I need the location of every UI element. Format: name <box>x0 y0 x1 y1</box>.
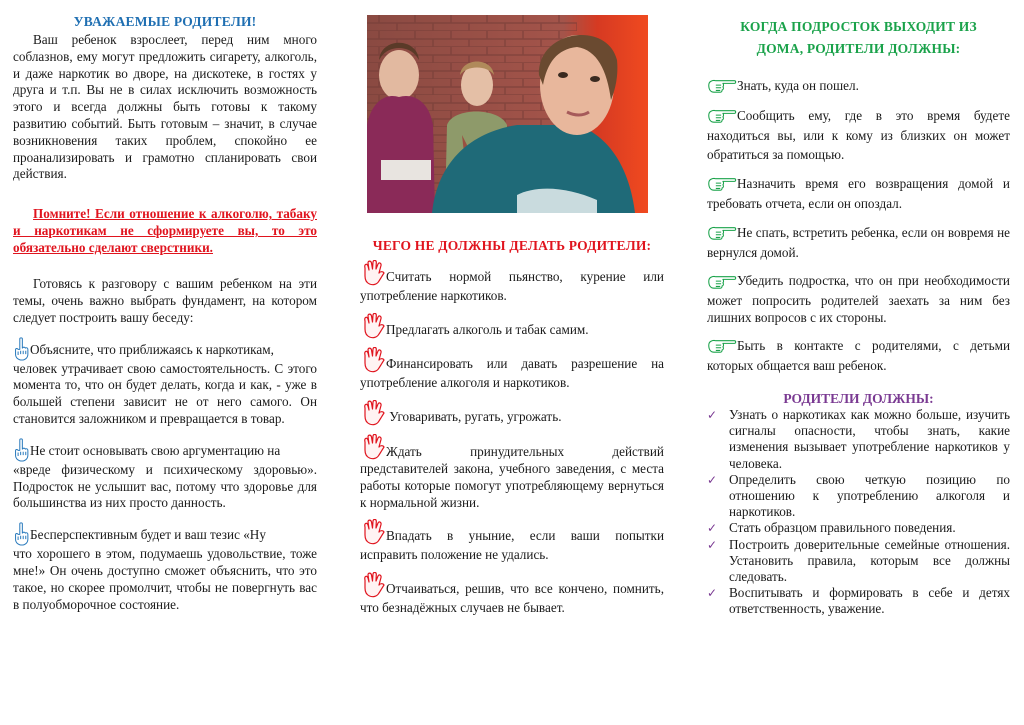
pointing-right-hand-icon <box>707 174 737 194</box>
advice-item-first-line: Объясните, что приближаясь к наркотикам, <box>30 341 274 357</box>
checkmark-icon: ✓ <box>707 408 718 422</box>
pointing-right-hand-icon <box>707 272 737 292</box>
advice-item-first-line: Не стоит основывать свою аргументацию на <box>30 442 281 458</box>
dont-item-text: Считать нормой пьянство, курение или употребление наркотиков. <box>360 269 664 303</box>
dont-item <box>360 347 664 392</box>
must-item <box>707 223 1010 262</box>
checklist-item-text: Определить свою четкую позицию по отношению к употреблению алкоголя и наркотиков. <box>729 471 1010 520</box>
checklist-item <box>707 585 1010 617</box>
must-item-text: Не спать, встретить ребенка, если он вовремя не вернулся домой. <box>707 225 1010 260</box>
middle-column <box>360 238 664 617</box>
parents-must-checklist <box>707 407 1010 618</box>
must-item-text: Быть в контакте с родителями, с детьми которых общается ваш ребенок. <box>707 338 1010 373</box>
pointing-up-hand-icon <box>13 522 30 546</box>
when-leaving-title-line1: КОГДА ПОДРОСТОК ВЫХОДИТ ИЗ <box>740 19 977 34</box>
stop-hand-icon <box>360 572 386 598</box>
preface-paragraph: Готовясь к разговору с вашим ребенком на эти темы, очень важно выбрать фундамент, на котором следует построить вашу беседу: <box>13 276 317 325</box>
dont-title: ЧЕГО НЕ ДОЛЖНЫ ДЕЛАТЬ РОДИТЕЛИ: <box>372 238 652 253</box>
dont-item-text: Финансировать или давать разрешение на употребление алкоголя и наркотиков. <box>360 356 664 390</box>
advice-item <box>13 438 317 512</box>
must-item-text: Убедить подростка, что он при необходимости может попросить родителей заехать за ним без лишних вопросов с их стороны. <box>707 273 1010 325</box>
checklist-item <box>707 407 1010 472</box>
dont-item <box>360 400 664 426</box>
advice-item-text: человек утрачивает свою самостоятельность. С этого момента то, что он будет делать, когда и как, - уже в большей степени зависит не от него самого. Он становится заложником и превращается в товар. <box>13 360 317 426</box>
advice-item <box>13 522 317 613</box>
dont-item <box>360 313 664 339</box>
warning-paragraph: Помните! Если отношение к алкоголю, табаку и наркотикам не сформируете вы, то это обязательно сделают сверстники. <box>13 206 317 256</box>
dont-item <box>360 519 664 564</box>
dont-item <box>360 434 664 511</box>
checkmark-icon: ✓ <box>707 521 718 536</box>
intro-paragraph: Ваш ребенок взрослеет, перед ним много соблазнов, ему могут предложить сигарету, алкоголь, и даже наркотик во дворе, на дискотеке, в гостях у друга и т.п. Вы не в силах исключить возможность этого и всегда должны быть готовы к такому развитию событий. Быть готовым – значит, в случае возникновения таких проблем, спокойно ее проанализировать и грамотно спланировать свои действия. <box>13 32 317 182</box>
dont-item-text: Впадать в уныние, если ваши попытки исправить положение не удались. <box>360 528 664 562</box>
checkmark-icon: ✓ <box>707 586 718 601</box>
checklist-item-text: Стать образцом правильного поведения. <box>729 520 956 536</box>
pointing-right-hand-icon <box>707 223 737 243</box>
advice-item-text: что хорошего в этом, подумаешь удовольствие, тоже мне!» Он очень доступно сможет объяснить, что это такое, но скорее промолчит, чтобы не повергнуть вас в полуобморочное состояние. <box>13 546 317 612</box>
pointing-right-hand-icon <box>707 106 737 126</box>
advice-item-first-line: Бесперспективным будет и ваш тезис «Ну <box>30 527 266 543</box>
left-column <box>13 0 317 613</box>
teenagers-photo <box>367 15 648 213</box>
stop-hand-icon <box>360 347 386 373</box>
advice-item-text: «вреде физическому и психическому здоровью». Подросток не услышит вас, потому что здоровье для большинства из них просто данность. <box>13 461 317 511</box>
checkmark-icon: ✓ <box>707 472 718 487</box>
pointing-right-hand-icon <box>707 336 737 356</box>
checklist-item-text: Построить доверительные семейные отношения. Установить правила, которым все должны следовать. <box>729 536 1010 585</box>
must-item-text: Знать, куда он пошел. <box>737 78 859 93</box>
stop-hand-icon <box>360 313 386 339</box>
dont-item-text: Отчаиваться, решив, что все кончено, помнить, что безнадёжных случаев не бывает. <box>360 581 664 615</box>
checkmark-icon: ✓ <box>707 537 718 552</box>
checklist-item <box>707 520 1010 536</box>
stop-hand-icon <box>360 400 386 426</box>
dont-item <box>360 572 664 617</box>
dont-item-text: Предлагать алкоголь и табак самим. <box>386 322 589 337</box>
checklist-item <box>707 472 1010 521</box>
must-item-text: Назначить время его возвращения домой и требовать отчета, если он опоздал. <box>707 176 1010 211</box>
pointing-up-hand-icon <box>13 438 30 462</box>
checklist-item <box>707 537 1010 586</box>
must-item <box>707 272 1010 326</box>
stop-hand-icon <box>360 260 386 286</box>
checklist-item-text: Узнать о наркотиках как можно больше, изучить сигналы опасности, чтобы знать, какие изменения вызывает употребление наркотиков у человека. <box>729 407 1010 471</box>
must-item <box>707 106 1010 164</box>
dont-item-text: Ждать принудительных действий представителей закона, учебного заведения, с места работы которые помогут употребляющему вернуться к нормальной жизни. <box>360 444 664 510</box>
greeting-title: УВАЖАЕМЫЕ РОДИТЕЛИ! <box>73 14 257 29</box>
must-item <box>707 336 1010 375</box>
dont-item-text: Уговаривать, ругать, угрожать. <box>389 409 562 424</box>
when-leaving-title-line2: ДОМА, РОДИТЕЛИ ДОЛЖНЫ: <box>756 41 961 56</box>
dont-item <box>360 260 664 305</box>
stop-hand-icon <box>360 519 386 545</box>
right-column <box>707 16 1010 618</box>
must-item <box>707 174 1010 213</box>
parents-must-subtitle: РОДИТЕЛИ ДОЛЖНЫ: <box>783 391 934 406</box>
advice-item <box>13 337 317 428</box>
stop-hand-icon <box>360 434 386 460</box>
pointing-right-hand-icon <box>707 76 737 96</box>
must-item-text: Сообщить ему, где в это время будете находиться вы, или к кому из близких он может обратиться за помощью. <box>707 108 1010 162</box>
photo-illustration <box>367 15 648 213</box>
must-item <box>707 76 1010 96</box>
checklist-item-text: Воспитывать и формировать в себе и детях ответственность, уважение. <box>729 585 1010 617</box>
pointing-up-hand-icon <box>13 337 30 361</box>
